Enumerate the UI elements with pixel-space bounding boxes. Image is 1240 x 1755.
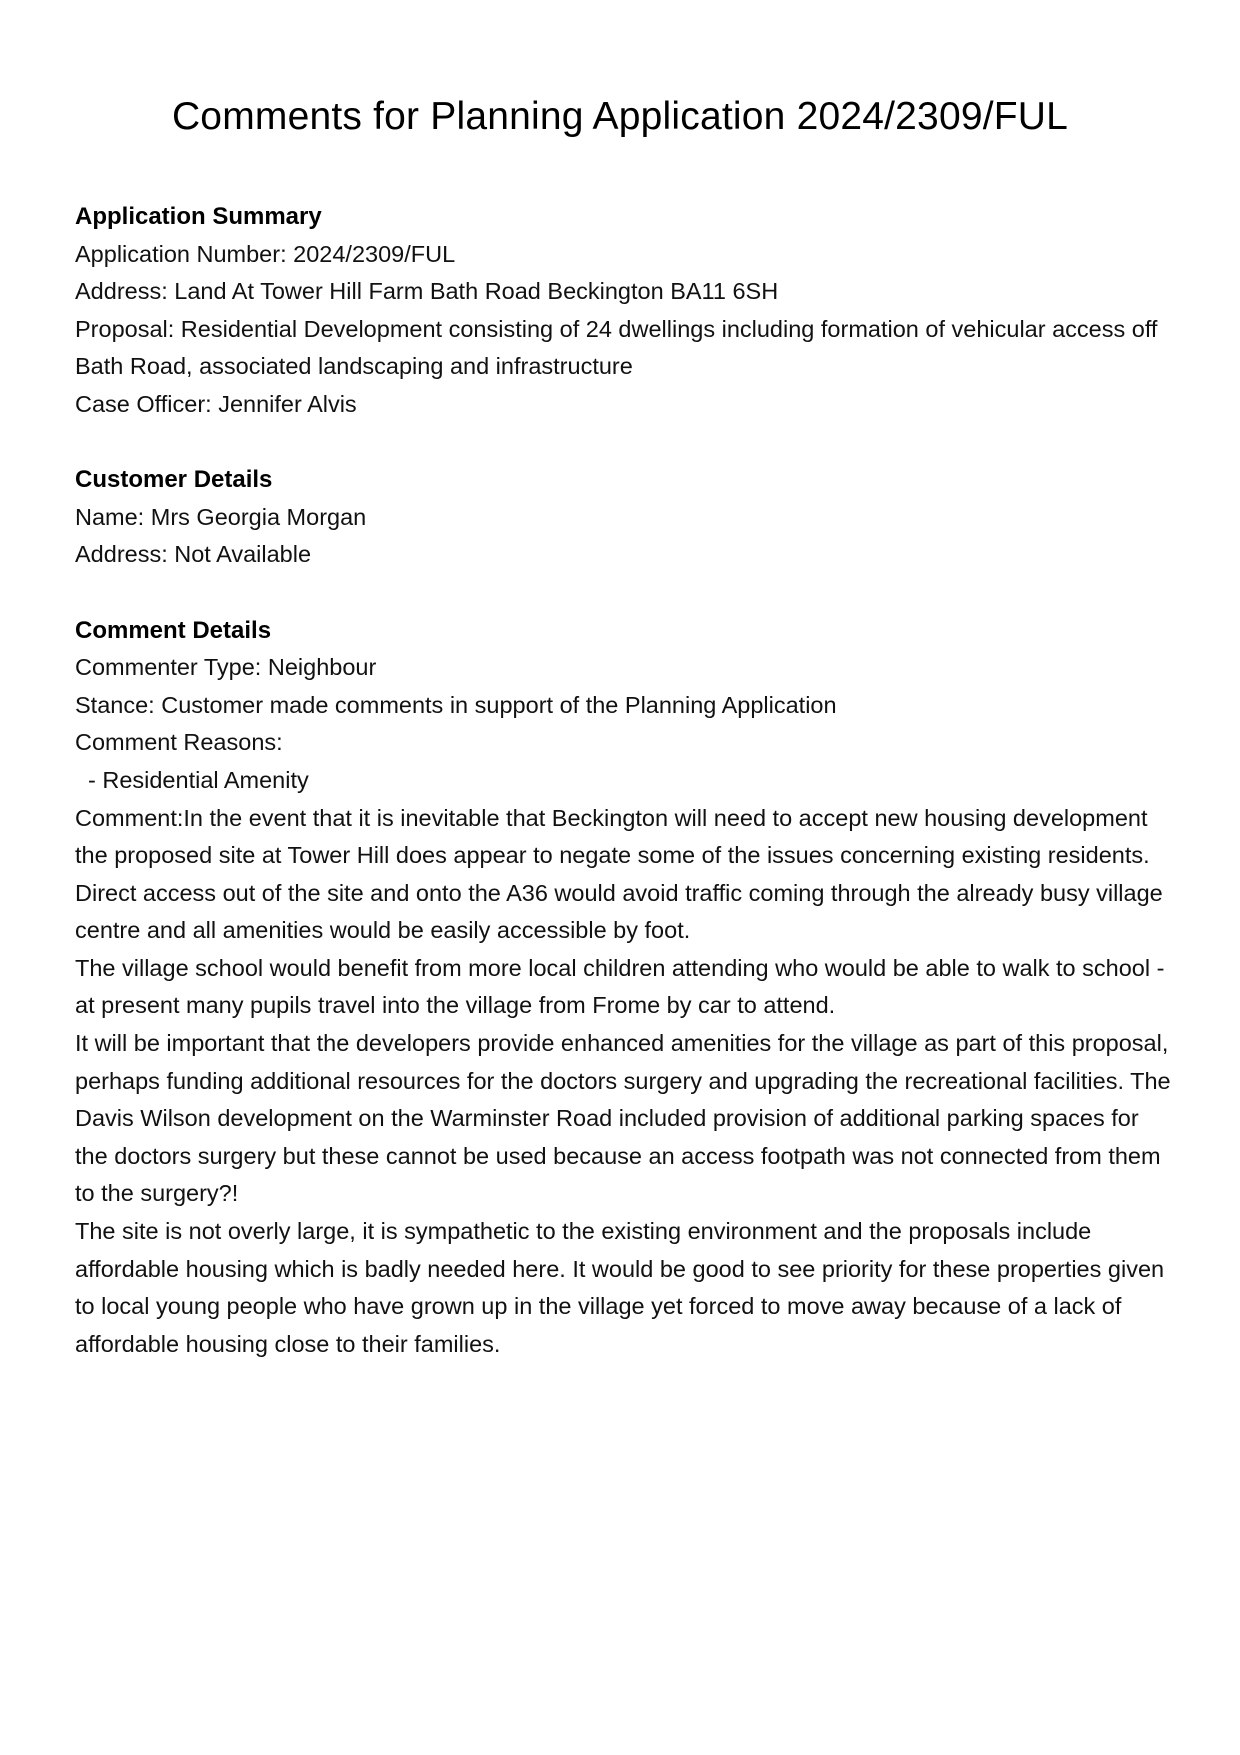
document-body <box>75 198 1175 1363</box>
comment-paragraph: Comment:In the event that it is inevitable that Beckington will need to accept new housing development the proposed site at Tower Hill does appear to negate some of the issues concerning existing residents. Direct access out of the site and onto the A36 would avoid traffic coming through the already busy village centre and all amenities would be easily accessible by foot. <box>75 804 1163 944</box>
application-proposal: Proposal: Residential Development consisting of 24 dwellings including formation of vehicular access off Bath Road, associated landscaping and infrastructure <box>75 315 1158 380</box>
customer-name: Name: Mrs Georgia Morgan <box>75 503 367 530</box>
comment-reasons-label: Comment Reasons: <box>75 729 283 756</box>
application-summary-section <box>75 198 1175 424</box>
application-address: Address: Land At Tower Hill Farm Bath Road Beckington BA11 6SH <box>75 278 779 305</box>
stance: Stance: Customer made comments in support of the Planning Application <box>75 691 837 718</box>
comment-details-heading: Comment Details <box>75 616 272 644</box>
commenter-type: Commenter Type: Neighbour <box>75 654 377 681</box>
customer-details-heading: Customer Details <box>75 466 273 494</box>
application-number: Application Number: 2024/2309/FUL <box>75 240 456 267</box>
comment-paragraph: The site is not overly large, it is sympathetic to the existing environment and the proposals include affordable housing which is badly needed here. It would be good to see priority for these properties given to local young people who have grown up in the village yet forced to move away because of a lack of affordable housing close to their families. <box>75 1218 1165 1357</box>
comment-paragraph: It will be important that the developers provide enhanced amenities for the village as part of this proposal, perhaps funding additional resources for the doctors surgery and upgrading the recreational facilities. The Davis Wilson development on the Warminster Road included provision of additional parking spaces for the doctors surgery but these cannot be used because an access footpath was not connected from them to the surgery?! <box>75 1030 1171 1207</box>
comment-paragraph: The village school would benefit from more local children attending who would be able to walk to school - at present many pupils travel into the village from Frome by car to attend. <box>75 954 1165 1019</box>
application-summary-heading: Application Summary <box>75 203 322 230</box>
comment-reason-item: - Residential Amenity <box>88 766 309 793</box>
customer-address: Address: Not Available <box>75 541 312 568</box>
page-title: Comments for Planning Application 2024/2309/FUL <box>171 95 1069 138</box>
customer-details-section <box>75 461 1175 574</box>
case-officer: Case Officer: Jennifer Alvis <box>75 390 357 417</box>
comment-details-section <box>75 612 1175 1364</box>
